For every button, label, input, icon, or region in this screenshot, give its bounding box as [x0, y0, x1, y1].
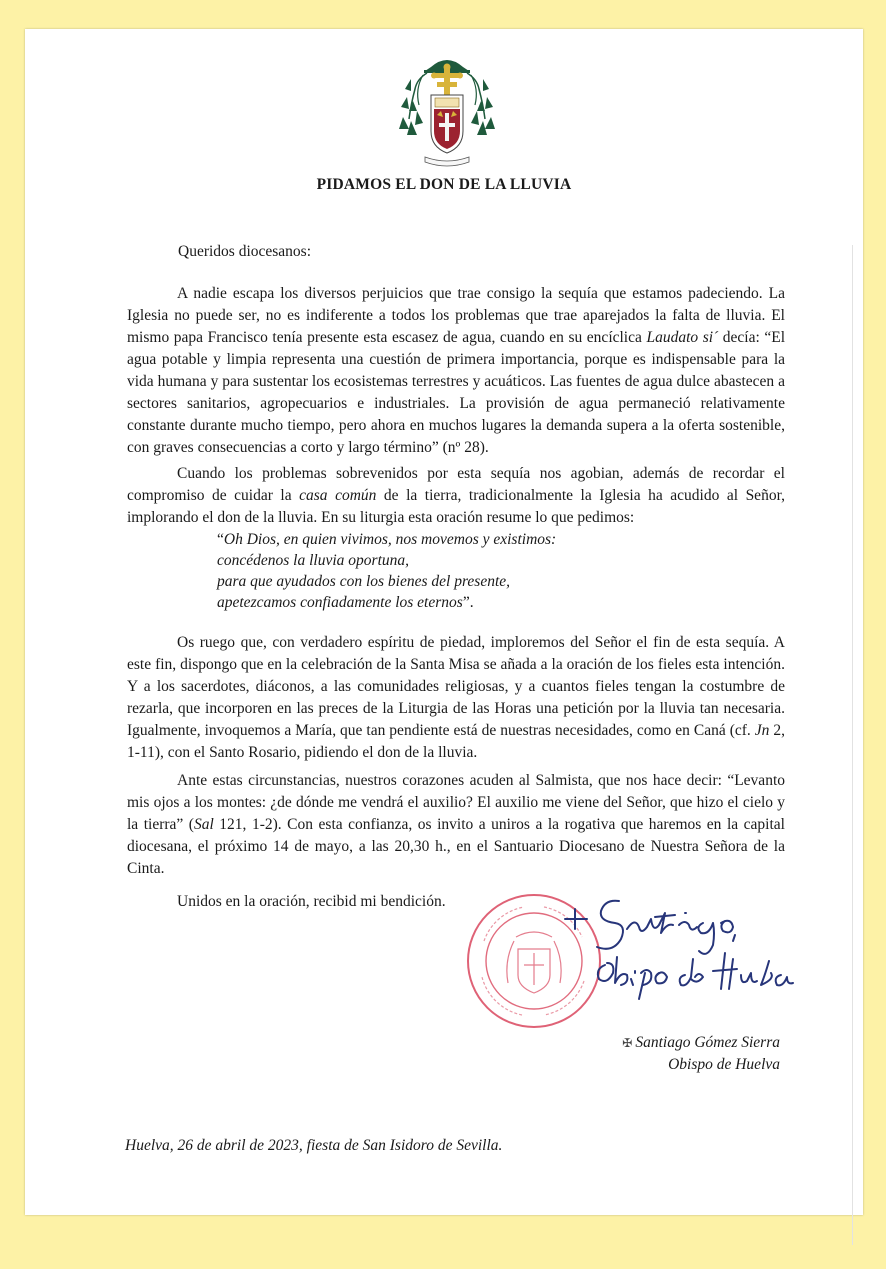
- closing-line: Unidos en la oración, recibid mi bendición.: [177, 893, 446, 910]
- signer-role: Obispo de Huelva: [668, 1056, 780, 1073]
- signer-name: Santiago Gómez Sierra: [635, 1034, 780, 1051]
- scan-edge-line: [852, 245, 853, 1245]
- prayer-quote: “Oh Dios, en quien vivimos, nos movemos y existimos: concédenos la lluvia oportuna, para que ayudados con los bienes del presente, apetezcamos confiadamente los eternos”.: [217, 531, 557, 611]
- document-title: PIDAMOS EL DON DE LA LLUVIA: [316, 176, 572, 193]
- paragraph-2: Cuando los problemas sobrevenidos por esta sequía nos agobian, además de recordar el compromiso de cuidar la casa común de la tierra, tradicionalmente la Iglesia ha acudido al Señor, implorando el don de la lluvia. En su liturgia esta oración resume lo que pedimos:: [127, 465, 785, 526]
- paragraph-3: Os ruego que, con verdadero espíritu de piedad, imploremos del Señor el fin de esta sequía. A este fin, dispongo que en la celebración de la Santa Misa se añada a la oración de los fieles esta intención. Y a los sacerdotes, diáconos, a las comunidades religiosas, y a cuantos fieles tengan la costumbre de rezarla, que incorporen en las preces de la Liturgia de las Horas una petición por la lluvia tan necesaria. Igualmente, invoquemos a María, que tan pendiente está de nuestras necesidades, como en Caná (cf. Jn 2, 1-11), con el Santo Rosario, pidiendo el don de la lluvia.: [127, 634, 786, 761]
- maltese-cross-icon: ✠: [622, 1036, 633, 1050]
- paragraph-1: A nadie escapa los diversos perjuicios que trae consigo la sequía que estamos padeciendo. La Iglesia no puede ser, no es indiferente a todos los problemas que trae aparejados la falta de lluvia. El mismo papa Francisco tenía presente esta escasez de agua, cuando en su encíclica Laudato si´ decía: “El agua potable y limpia representa una cuestión de primera importancia, porque es indispensable para la vida humana y para sustentar los ecosistemas terrestres y acuáticos. Las fuentes de agua dulce abastecen a sectores sanitarios, agropecuarios e industriales. La provisión de agua permaneció relativamente constante durante mucho tiempo, pero ahora en muchos lugares la demanda supera a la oferta sostenible, con graves consecuencias a corto y largo término” (nº 28).: [127, 285, 785, 456]
- document-page: [25, 29, 863, 1215]
- signer-block: [590, 1032, 780, 1076]
- handwritten-signature: [535, 889, 805, 1009]
- dateline: Huelva, 26 de abril de 2023, fiesta de San Isidoro de Sevilla.: [125, 1137, 503, 1154]
- coat-of-arms-icon: [397, 49, 497, 177]
- salutation: Queridos diocesanos:: [178, 243, 312, 260]
- paragraph-4: Ante estas circunstancias, nuestros corazones acuden al Salmista, que nos hace decir: “Levanto mis ojos a los montes: ¿de dónde me vendrá el auxilio? El auxilio me viene del Señor, que hizo el cielo y la tierra” (Sal 121, 1-2). Con esta confianza, os invito a uniros a la rogativa que haremos en la capital diocesana, el próximo 14 de mayo, a las 20,30 h., en el Santuario Diocesano de Nuestra Señora de la Cinta.: [127, 772, 785, 877]
